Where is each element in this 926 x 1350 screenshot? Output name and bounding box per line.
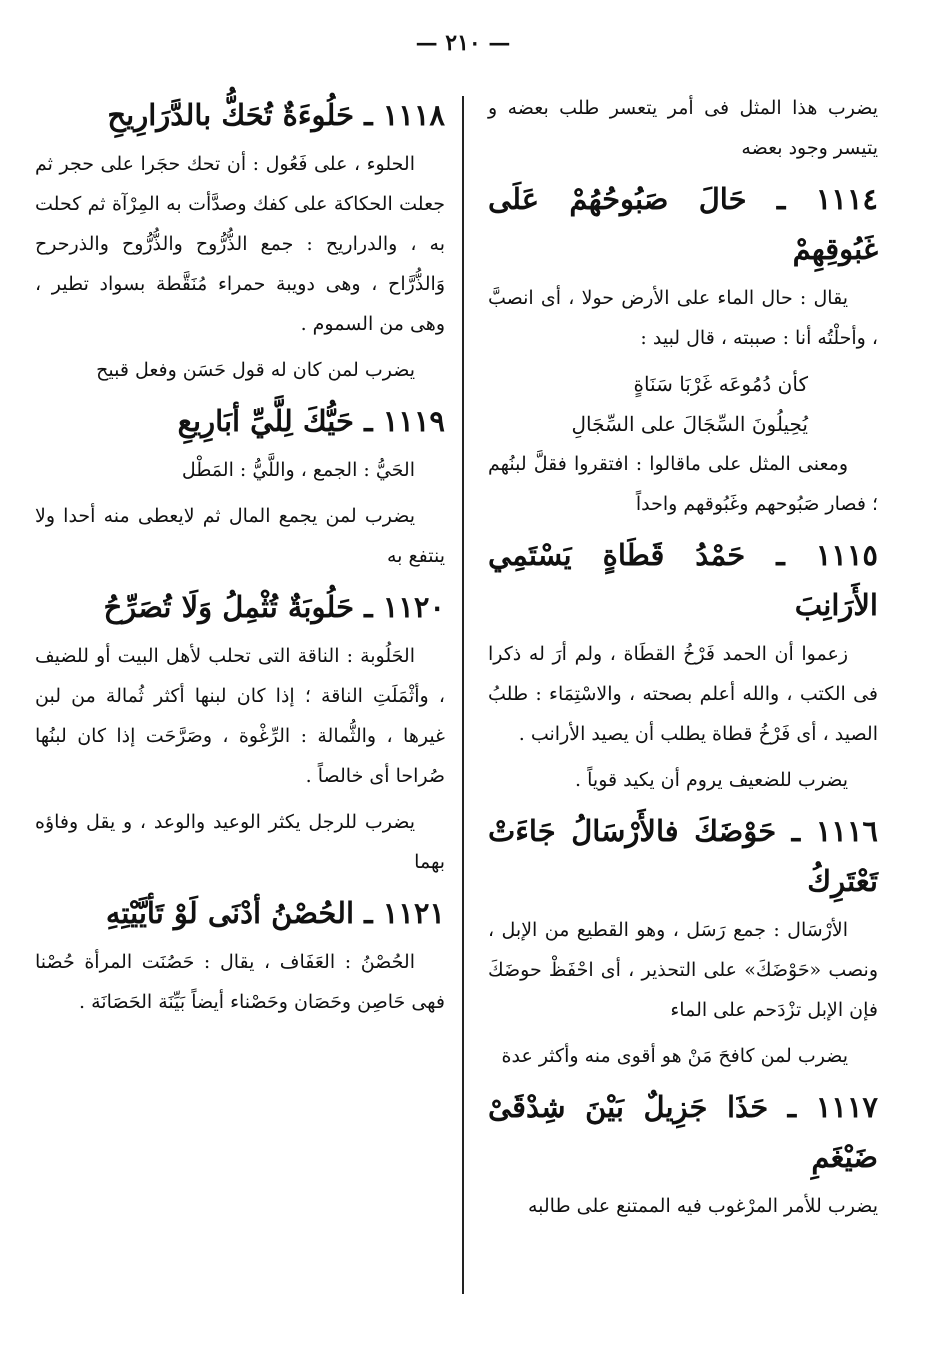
entry-1118	[35, 90, 445, 390]
page-number: — ٢١٠ —	[415, 30, 511, 56]
entry-text: الحَلُوبة : الناقة التى تحلب لأهل البيت أو للضيف ، وأثْمَلَتِ الناقة ؛ إذا كان لبنها أكثر ثُمالة من لبن غيرها ، والثُّمالة : الرِّغْوة ، وصَرَّحَت إذا كان لبنُها صُراحا أى خالصاً .	[35, 645, 445, 787]
entry-heading: ١١١٦ ـ حَوْضَكَ فالأَرْسَالُ جَاءَتْ تَعْتَرِكُ	[488, 814, 878, 898]
verse-line: كأن دُمُوعَه غَرْبَا سَنَاةٍ	[633, 372, 808, 396]
entry-heading: ١١٢٠ ـ حَلُوبَةٌ تُثْمِلُ وَلَا تُصَرِّحُ	[103, 590, 445, 624]
entry-1120	[35, 582, 445, 882]
entry-heading: ١١١٤ ـ حَالَ صَبُوحُهُمْ عَلَى غَبُوقِهِمْ	[488, 182, 878, 266]
entry-text: الحُصْنُ : العَفَاف ، يقال : حَصُنَت المرأة حُصْنا فهى حَاصِن وحَصَان وحَصْناء أيضاً بَيِّنَة الحَصَانَة .	[35, 951, 445, 1013]
entry-heading: ١١١٥ ـ حَمْدُ قَطَاةٍ يَسْتَمِي الأَرَانِبَ	[488, 538, 878, 622]
left-column	[35, 88, 445, 1028]
usage-text: يضرب للأمر المرْغوب فيه الممتنع على طالبه	[527, 1195, 878, 1217]
right-column	[488, 88, 878, 1232]
verse-line: يُحِيلُونَ السِّجَالَ على السِّجَالِ	[571, 412, 808, 436]
usage-text: يضرب لمن كان له قول حَسَن وفعل قبيح	[96, 359, 415, 381]
entry-heading: ١١١٨ ـ حَلُوءَةٌ تُحَكُّ بالدَّرَارِيحِ	[107, 98, 445, 132]
continuation-text: يضرب هذا المثل فى أمر يتعسر طلب بعضه و يتيسر وجود بعضه	[488, 97, 878, 159]
usage-text: يضرب لمن يجمع المال ثم لايعطى منه أحدا ولا ينتفع به	[35, 505, 445, 567]
usage-text: يضرب للرجل يكثر الوعيد والوعد ، و يقل وفاؤه بهما	[35, 811, 445, 873]
entry-text: ومعنى المثل على ماقالوا : افتقروا فقلَّ لبنُهم ؛ فصار صَبُوحهم وغَبُوقهم واحداً	[488, 453, 878, 515]
entry-1115	[488, 530, 878, 800]
entry-heading: ١١٢١ ـ الحُصْنُ أدْنَى لَوْ تَأيَّيْتِهِ	[105, 896, 445, 930]
usage-text: يضرب لمن كافحَ مَنْ هو أقوى منه وأكثر عدة	[501, 1045, 848, 1067]
entry-text: زعموا أن الحمد فَرْخُ القطَاة ، ولم أرَ له ذكرا فى الكتب ، والله أعلم بصحته ، والاسْتِمَاء : طلبُ الصيد ، أى فَرْخُ قطاة يطلب أن يصيد الأرانب .	[488, 643, 878, 745]
entry-1121	[35, 888, 445, 1022]
entry-heading: ١١١٩ ـ حَيُّكَ لِلَّيِّ أبَارِيعِ	[177, 404, 445, 438]
entry-1119	[35, 396, 445, 576]
entry-text: الحلوء ، على فَعُول : أن تحك حجَرا على حجر ثم جعلت الحكاكة على كفك وصدَّأت به المِرْآة ثم كحلت به ، والدراريح : جمع الذُّرُّوح والذُّرُّوح والذرحرح وَالذُّرَّاح ، وهى دويبة حمراء مُنَقَّطة بسواد تطير ، وهى من السموم .	[35, 153, 445, 335]
entry-text: الحَيُّ : الجمع ، واللَّيُّ : المَطْل	[181, 459, 415, 481]
entry-text: الأرْسَال : جمع رَسَل ، وهو القطيع من الإبل ، ونصب «حَوْضَكَ» على التحذير ، أى احْفَظْ حوضَكَ فإن الإبل تزْدَحم على الماء	[488, 919, 878, 1021]
column-divider	[462, 96, 464, 1294]
entry-1116	[488, 806, 878, 1076]
entry-1114	[488, 174, 878, 524]
entry-text: يقال : حال الماء على الأرض حولا ، أى انصبَّ ، وأحلْتُه أنا : صببته ، قال لبيد :	[488, 287, 878, 349]
entry-1117	[488, 1082, 878, 1226]
usage-text: يضرب للضعيف يروم أن يكيد قوياً .	[575, 769, 848, 791]
entry-heading: ١١١٧ ـ حَذَا جَزِيلٌ بَيْنَ شِدْقَىْ ضَيْغَمِ	[488, 1090, 878, 1174]
